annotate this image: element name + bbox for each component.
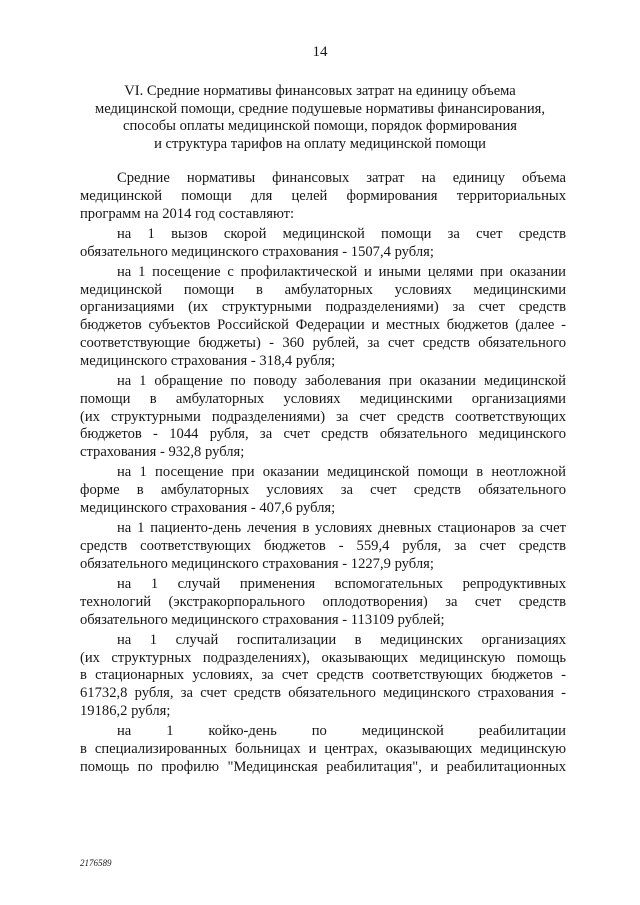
paragraph-disease-visit [80, 373, 566, 462]
text-line: (их структурных подразделениях), оказывающих медицинскую помощь [80, 649, 566, 666]
text-line: в специализированных больницах и центрах, оказывающих медицинскую [80, 741, 566, 757]
text-line: бюджетов - 1044 рубля, за счет средств обязательного медицинского [80, 426, 566, 443]
section-heading-line: VI. Средние нормативы финансовых затрат на единицу объема [124, 83, 516, 99]
text-line: обязательного медицинского страхования - 1227,9 рубля; [80, 555, 434, 572]
text-line: страхования - 932,8 рубля; [80, 444, 245, 461]
paragraph-intro [80, 170, 566, 223]
text-line: в стационарных условиях, за счет средств соответствующих бюджетов - [80, 667, 566, 684]
paragraph-hospitalization [80, 632, 566, 721]
text-line: медицинской помощи в амбулаторных условиях медицинскими [80, 281, 566, 298]
text-line: на 1 обращение по поводу заболевания при оказании медицинской [117, 373, 566, 390]
text-line: форме в амбулаторных условиях за счет средств обязательного [80, 482, 566, 499]
paragraph-preventive-visit [80, 264, 566, 371]
text-line: бюджетов субъектов Российской Федерации и местных бюджетов (далее - [80, 317, 566, 334]
text-line: на 1 вызов скорой медицинской помощи за счет средств [117, 225, 566, 242]
section-heading [60, 83, 580, 153]
text-line: медицинской помощи для целей формирования территориальных [80, 187, 566, 204]
text-line: 19186,2 рубля; [80, 702, 171, 719]
text-line: Средние нормативы финансовых затрат на единицу объема [117, 170, 566, 186]
text-line: на 1 посещение с профилактической и иными целями при оказании [117, 263, 566, 280]
text-line: программ на 2014 год составляют: [80, 205, 295, 222]
section-heading-line: способы оплаты медицинской помощи, порядок формирования [123, 118, 517, 135]
text-line: (их структурными подразделениями) за счет средств соответствующих [80, 408, 566, 425]
text-line: на 1 пациенто-день лечения в условиях дневных стационаров за счет [117, 520, 566, 537]
text-line: помощи в амбулаторных условиях медицинскими организациями [80, 390, 566, 407]
body-text [80, 170, 566, 779]
section-heading-line: медицинской помощи, средние подушевые нормативы финансирования, [95, 100, 545, 117]
page-number: 14 [312, 44, 328, 60]
text-line: на 1 случай госпитализации в медицинских организациях [117, 631, 566, 648]
text-line: на 1 случай применения вспомогательных репродуктивных [117, 576, 566, 593]
paragraph-day-hospital [80, 520, 566, 573]
text-line: средств соответствующих бюджетов - 559,4 рубля, за счет средств [80, 537, 566, 554]
document-id: 2176589 [80, 858, 112, 868]
text-line: медицинского страхования - 407,6 рубля; [80, 499, 336, 516]
text-line: на 1 посещение при оказании медицинской помощи в неотложной [117, 464, 566, 481]
text-line: обязательного медицинского страхования - 1507,4 рубля; [80, 243, 434, 260]
text-line: технологий (экстракорпорального оплодотворения) за счет средств [80, 593, 566, 610]
paragraph-ivf [80, 576, 566, 629]
text-line: соответствующие бюджеты) - 360 рублей, за счет средств обязательного [80, 334, 566, 351]
text-line: медицинского страхования - 318,4 рубля; [80, 352, 336, 369]
paragraph-urgent-visit [80, 464, 566, 517]
paragraph-rehabilitation [80, 723, 566, 776]
section-heading-line: и структура тарифов на оплату медицинской помощи [154, 135, 486, 152]
text-line: 61732,8 рубля, за счет средств обязательного медицинского страхования - [80, 685, 566, 702]
text-line: помощь по профилю "Медицинская реабилитация", и реабилитационных [80, 758, 566, 775]
paragraph-ambulance-call [80, 226, 566, 262]
text-line: на 1 койко-день по медицинской реабилитации [117, 723, 566, 740]
text-line: организациями (их структурными подразделениями) за счет средств [80, 299, 566, 316]
text-line: обязательного медицинского страхования - 113109 рублей; [80, 611, 445, 628]
